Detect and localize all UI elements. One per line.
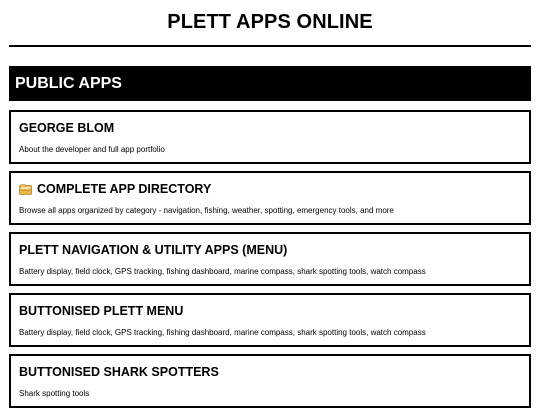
- app-card-george-blom[interactable]: [9, 110, 531, 164]
- app-card-title: [19, 365, 219, 379]
- page: [9, 0, 531, 398]
- app-card-title-text: PLETT NAVIGATION & UTILITY APPS (MENU): [19, 243, 288, 257]
- app-card-title-text: GEORGE BLOM: [19, 121, 115, 135]
- app-card-title-text: BUTTONISED PLETT MENU: [19, 304, 184, 318]
- app-card-buttonised-shark-spotters[interactable]: [9, 354, 531, 408]
- app-card-description: Shark spotting tools: [19, 389, 90, 398]
- app-card-title-text: COMPLETE APP DIRECTORY: [37, 182, 212, 196]
- app-card-plett-navigation-utility-menu[interactable]: [9, 232, 531, 286]
- app-card-title: [19, 243, 287, 257]
- section-header-public-apps: PUBLIC APPS: [9, 66, 531, 101]
- site-title: PLETT APPS ONLINE: [167, 11, 373, 33]
- app-card-title: [19, 304, 183, 318]
- app-card-description: About the developer and full app portfolio: [19, 145, 165, 154]
- title-divider: [9, 45, 531, 47]
- app-card-buttonised-plett-menu[interactable]: [9, 293, 531, 347]
- app-card-description: Browse all apps organized by category - navigation, fishing, weather, spotting, emergency tools, and more: [19, 206, 394, 215]
- app-card-title: [19, 121, 114, 135]
- card-index-dividers-icon: [19, 184, 32, 195]
- app-card-title-text: BUTTONISED SHARK SPOTTERS: [19, 365, 219, 379]
- app-card-description: Battery display, field clock, GPS tracking, fishing dashboard, marine compass, shark spotting tools, watch compass: [19, 328, 426, 337]
- app-card-complete-app-directory[interactable]: [9, 171, 531, 225]
- app-card-description: Battery display, field clock, GPS tracking, fishing dashboard, marine compass, shark spotting tools, watch compass: [19, 267, 426, 276]
- app-card-title: [19, 182, 211, 196]
